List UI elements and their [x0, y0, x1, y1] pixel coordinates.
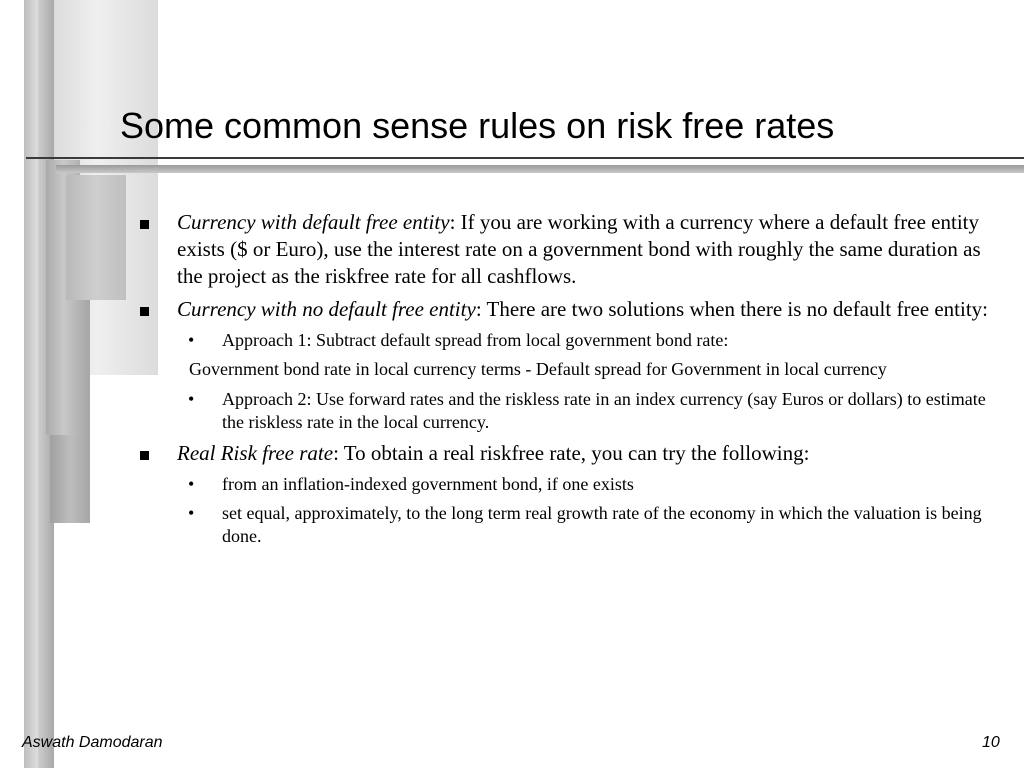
decor-bar-edge: [24, 0, 38, 768]
title-divider-shadow: [56, 165, 1024, 173]
round-bullet-icon: •: [188, 503, 195, 523]
page-number: 10: [982, 734, 1000, 751]
sub-bullet-text: Approach 1: Subtract default spread from local government bond rate:: [222, 330, 729, 350]
sub-bullet-text: from an inflation-indexed government bond, if one exists: [222, 474, 634, 494]
bullet-lead: Real Risk free rate: [177, 441, 334, 465]
bullet-default-free: [138, 209, 998, 290]
bullet-text: : There are two solutions when there is no default free entity:: [475, 297, 989, 321]
bullet-text: : If you are working with a currency where a default free entity exists ($ or Euro), use the interest rate on a government bond with roughly the same duration as the project as the riskfree rate for all cashflows.: [177, 210, 981, 288]
title-divider: [26, 157, 1024, 159]
sub-bullet-growth-rate: [138, 502, 998, 548]
sub-bullet-inflation-indexed: [138, 473, 998, 496]
sub-bullet-text: set equal, approximately, to the long term real growth rate of the economy in which the valuation is being done.: [222, 503, 982, 546]
sub-bullet-approach-1: [138, 329, 998, 352]
slide-body: [138, 209, 998, 554]
bullet-lead: Currency with default free entity: [177, 210, 450, 234]
bullet-text: : To obtain a real riskfree rate, you can try the following:: [333, 441, 810, 465]
bullet-real-risk-free: [138, 440, 998, 467]
footer-author: Aswath Damodaran: [22, 734, 163, 751]
slide-title: Some common sense rules on risk free rates: [120, 105, 835, 146]
sub-bullet-text: Approach 2: Use forward rates and the riskless rate in an index currency (say Euros or dollars) to estimate the riskless rate in the local currency.: [222, 389, 986, 432]
round-bullet-icon: •: [188, 474, 195, 494]
decor-bar-short: [66, 175, 126, 300]
formula-text: Government bond rate in local currency terms - Default spread for Government in local currency: [189, 359, 887, 379]
square-bullet-icon: [140, 307, 149, 316]
bullet-no-default-free: [138, 296, 998, 323]
sub-bullet-approach-2: [138, 388, 998, 434]
round-bullet-icon: •: [188, 389, 195, 409]
bullet-lead: Currency with no default free entity: [177, 297, 476, 321]
square-bullet-icon: [140, 220, 149, 229]
round-bullet-icon: •: [188, 330, 195, 350]
square-bullet-icon: [140, 451, 149, 460]
